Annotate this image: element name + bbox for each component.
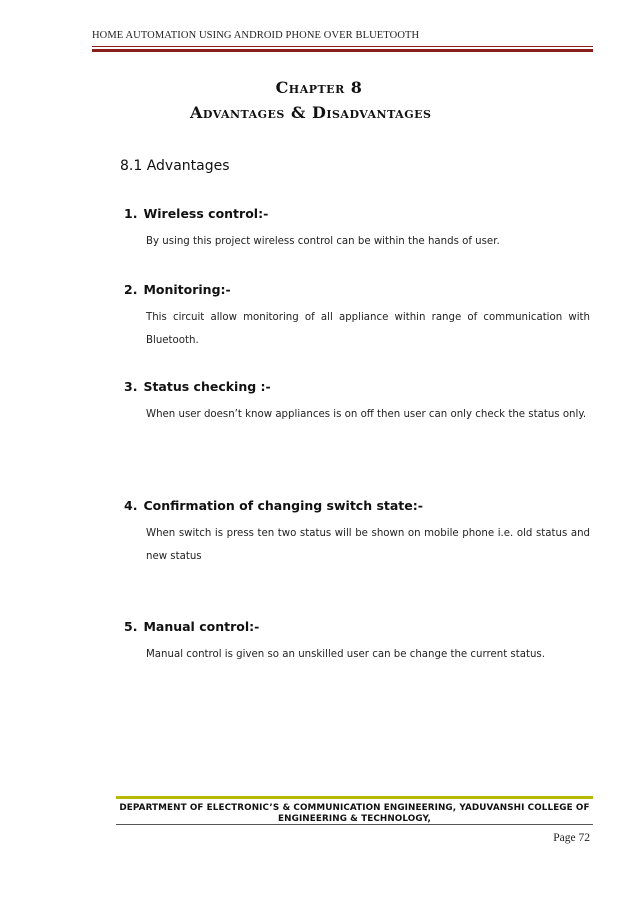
section-heading: 8.1 Advantages [120,158,230,174]
list-item [124,619,590,666]
header-rule-thick [92,49,593,52]
list-item-title: Wireless control:- [143,206,269,221]
list-item-number: 3. [124,379,138,394]
list-item-body: When user doesn’t know appliances is on off then user can only check the status only. [146,409,587,420]
chapter-number: Chapter 8 [275,78,363,97]
list-item-heading [124,206,590,221]
list-item-heading [124,379,590,394]
list-item [124,379,590,426]
page-number: Page 72 [553,832,590,844]
list-item-body: Manual control is given so an unskilled user can be change the current status. [146,649,545,660]
footer-department: DEPARTMENT OF ELECTRONIC’S & COMMUNICATION ENGINEERING, YADUVANSHI COLLEGE OF ENGINEERING & TECHNOLOGY, [119,803,590,824]
list-item-number: 4. [124,498,138,513]
list-item-title: Status checking :- [143,379,271,394]
list-item-body: By using this project wireless control can be within the hands of user. [146,236,500,247]
chapter-title: Advantages & Disadvantages [190,103,432,122]
list-item-heading [124,498,590,513]
list-item-number: 1. [124,206,138,221]
list-item [124,498,590,568]
list-item-title: Confirmation of changing switch state:- [143,498,423,513]
list-item-number: 2. [124,282,138,297]
footer-rule [116,796,593,799]
list-item [124,206,590,253]
list-item-heading [124,282,590,297]
list-item-heading [124,619,590,634]
list-item-number: 5. [124,619,138,634]
footer-separator [116,824,593,825]
list-item-title: Manual control:- [143,619,260,634]
header-rule-thin [92,46,593,47]
list-item [124,282,590,352]
list-item-body: This circuit allow monitoring of all appliance within range of communication with Bluetooth. [146,312,590,346]
running-header: HOME AUTOMATION USING ANDROID PHONE OVER BLUETOOTH [92,30,420,41]
list-item-body: When switch is press ten two status will be shown on mobile phone i.e. old status and new status [146,528,590,562]
list-item-title: Monitoring:- [143,282,231,297]
